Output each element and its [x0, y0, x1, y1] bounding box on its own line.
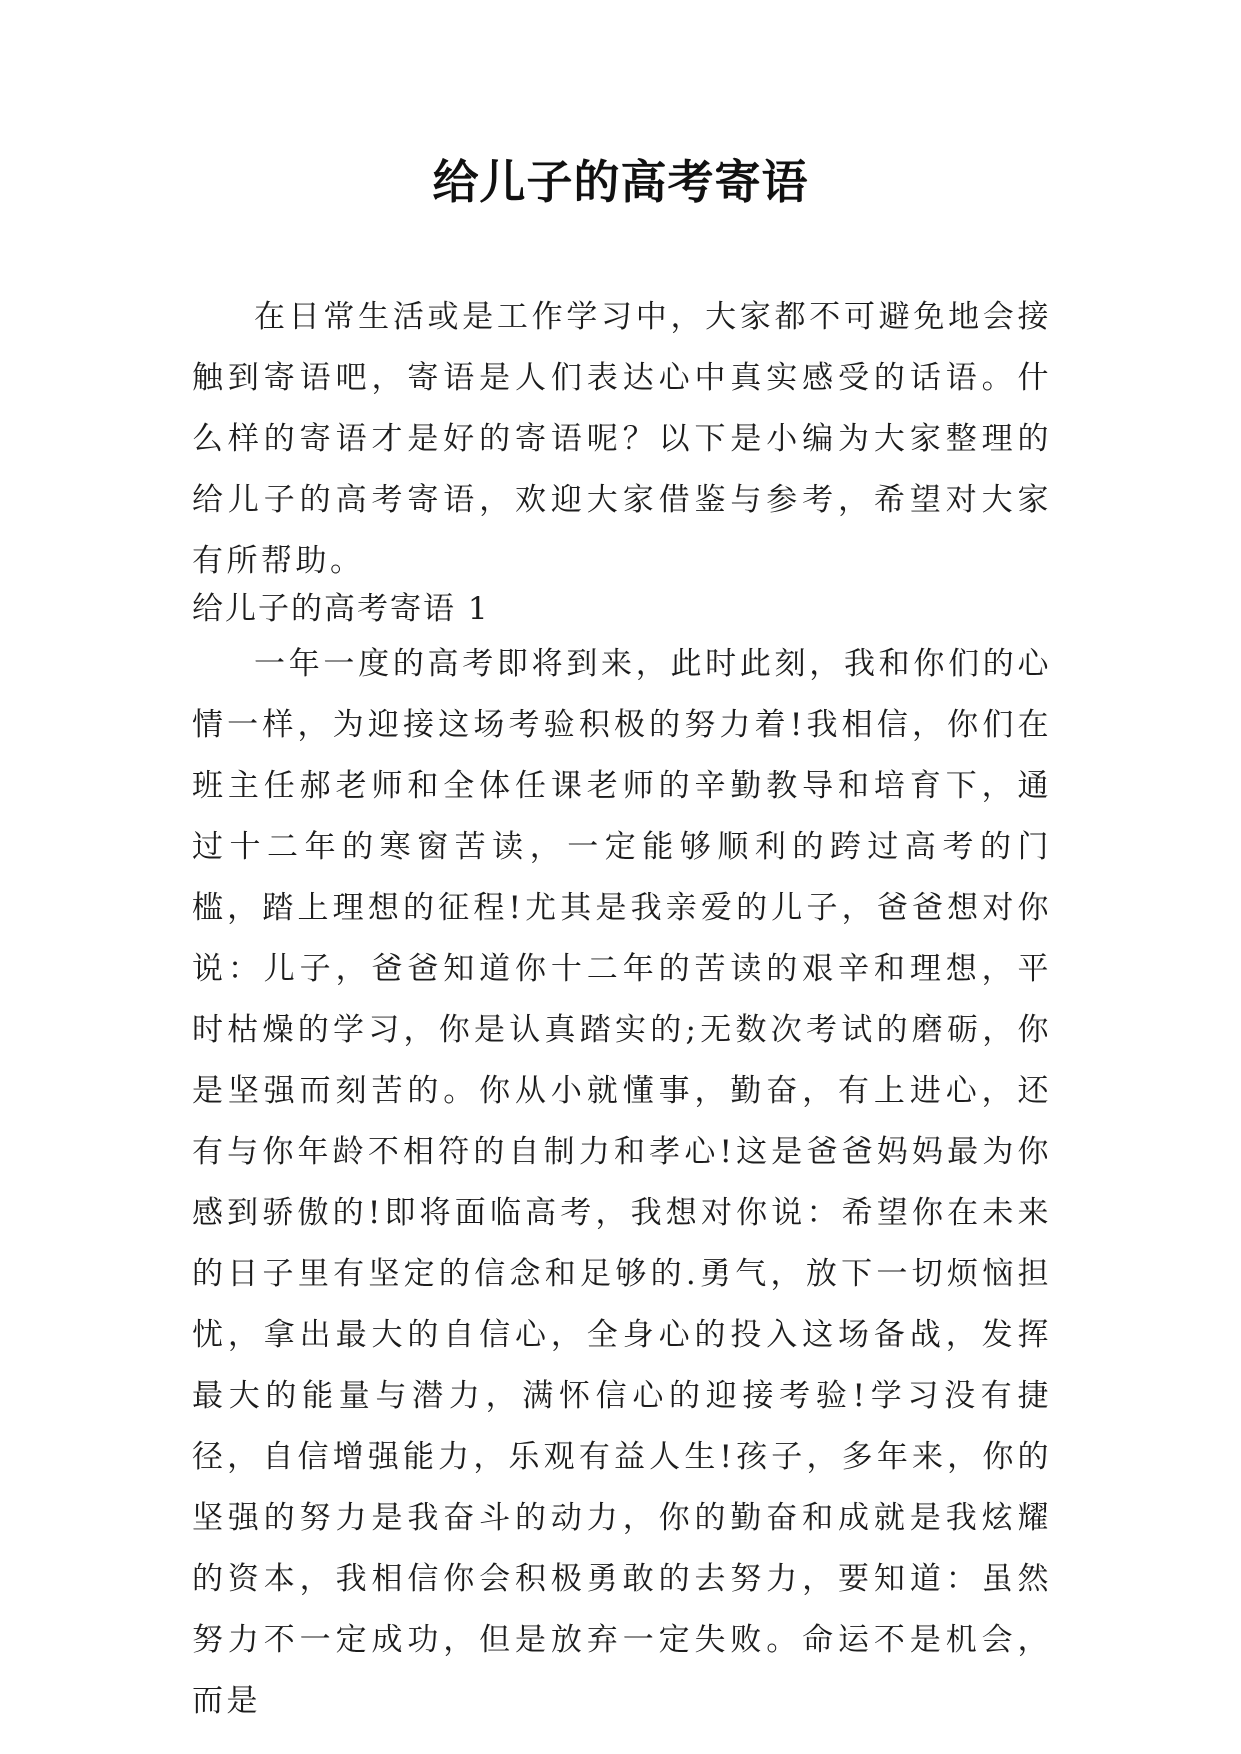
section-heading: 给儿子的高考寄语 1: [192, 591, 490, 627]
document-title: 给儿子的高考寄语: [432, 155, 809, 209]
intro-paragraph: 在日常生活或是工作学习中，大家都不可避免地会接触到寄语吧，寄语是人们表达心中真实感受的话语。什么样的寄语才是好的寄语呢？以下是小编为大家整理的给儿子的高考寄语，欢迎大家借鉴与参考，希望对大家有所帮助。: [192, 299, 1052, 579]
body-paragraph: 一年一度的高考即将到来，此时此刻，我和你们的心情一样，为迎接这场考验积极的努力着!我相信，你们在班主任郝老师和全体任课老师的辛勤教导和培育下，通过十二年的寒窗苦读，一定能够顺利的跨过高考的门槛，踏上理想的征程!尤其是我亲爱的儿子，爸爸想对你说：儿子，爸爸知道你十二年的苦读的艰辛和理想，平时枯燥的学习，你是认真踏实的;无数次考试的磨砺，你是坚强而刻苦的。你从小就懂事，勤奋，有上进心，还有与你年龄不相符的自制力和孝心!这是爸爸妈妈最为你感到骄傲的!即将面临高考，我想对你说：希望你在未来的日子里有坚定的信念和足够的.勇气，放下一切烦恼担忧，拿出最大的自信心，全身心的投入这场备战，发挥最大的能量与潜力，满怀信心的迎接考验!学习没有捷径，自信增强能力，乐观有益人生!孩子，多年来，你的坚强的努力是我奋斗的动力，你的勤奋和成就是我炫耀的资本，我相信你会积极勇敢的去努力，要知道：虽然努力不一定成功，但是放弃一定失败。命运不是机会，而是: [192, 646, 1052, 1719]
